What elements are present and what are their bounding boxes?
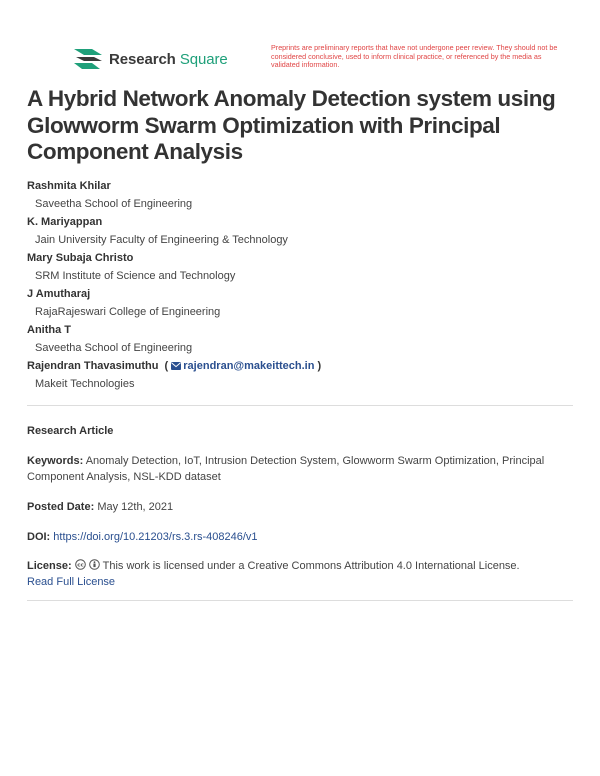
license-label: License: <box>27 560 72 572</box>
author-affiliation: Saveetha School of Engineering <box>35 198 193 210</box>
author-entry <box>27 251 573 287</box>
email-close-paren: ) <box>317 360 322 372</box>
author-entry <box>27 179 573 215</box>
author-affiliation: Jain University Faculty of Engineering & Technology <box>35 234 288 246</box>
author-email-link[interactable]: rajendran@makeittech.in <box>183 360 315 372</box>
author-name-with-email <box>27 359 573 373</box>
envelope-icon <box>171 362 181 370</box>
article-type-label: Research Article <box>27 425 114 437</box>
keywords-label: Keywords: <box>27 455 84 467</box>
doi <box>27 529 573 545</box>
author-affiliation: SRM Institute of Science and Technology <box>35 270 236 282</box>
preprint-note: Preprints are preliminary reports that have not undergone peer review. They should not be considered conclusive, used to inform clinical practice, or referenced by the media as validated information. <box>271 43 558 70</box>
author-name: Rajendran Thavasimuthu <box>27 360 159 372</box>
svg-text:cc: cc <box>76 562 84 569</box>
article-type <box>27 423 573 439</box>
divider <box>27 405 573 406</box>
posted-date <box>27 499 573 515</box>
license-text: This work is licensed under a Creative Commons Attribution 4.0 International License. <box>102 560 520 572</box>
posted-date-value: May 12th, 2021 <box>97 501 174 513</box>
author-name: Rashmita Khilar <box>27 180 111 192</box>
author-affiliation: Makeit Technologies <box>35 378 135 390</box>
header <box>74 44 574 74</box>
author-entry <box>27 215 573 251</box>
license <box>27 558 573 590</box>
doi-label: DOI: <box>27 531 51 543</box>
keywords <box>27 453 573 485</box>
author-entry <box>27 359 573 395</box>
author-name: J Amutharaj <box>27 288 91 300</box>
doi-link[interactable]: https://doi.org/10.21203/rs.3.rs-408246/v1 <box>53 531 258 543</box>
author-name: K. Mariyappan <box>27 216 103 228</box>
paper-title: A Hybrid Network Anomaly Detection system using Glowworm Swarm Optimization with Principal Component Analysis <box>27 86 556 164</box>
cc-icon <box>75 559 86 570</box>
author-list <box>27 179 573 395</box>
research-square-logo-icon <box>74 47 102 71</box>
logo-text: Research Square <box>109 50 228 68</box>
author-entry <box>27 323 573 359</box>
author-affiliation: RajaRajeswari College of Engineering <box>35 306 221 318</box>
research-square-logo[interactable] <box>74 47 228 71</box>
read-full-license-link[interactable]: Read Full License <box>27 576 116 588</box>
posted-date-label: Posted Date: <box>27 501 95 513</box>
keywords-value: Anomaly Detection, IoT, Intrusion Detection System, Glowworm Swarm Optimization, Principal Component Analysis, NSL-KDD dataset <box>27 455 545 483</box>
author-entry <box>27 287 573 323</box>
divider <box>27 600 573 601</box>
author-affiliation: Saveetha School of Engineering <box>35 342 193 354</box>
by-icon <box>89 559 100 570</box>
author-name: Anitha T <box>27 324 71 336</box>
author-name: Mary Subaja Christo <box>27 252 134 264</box>
email-open-paren: ( <box>164 360 169 372</box>
